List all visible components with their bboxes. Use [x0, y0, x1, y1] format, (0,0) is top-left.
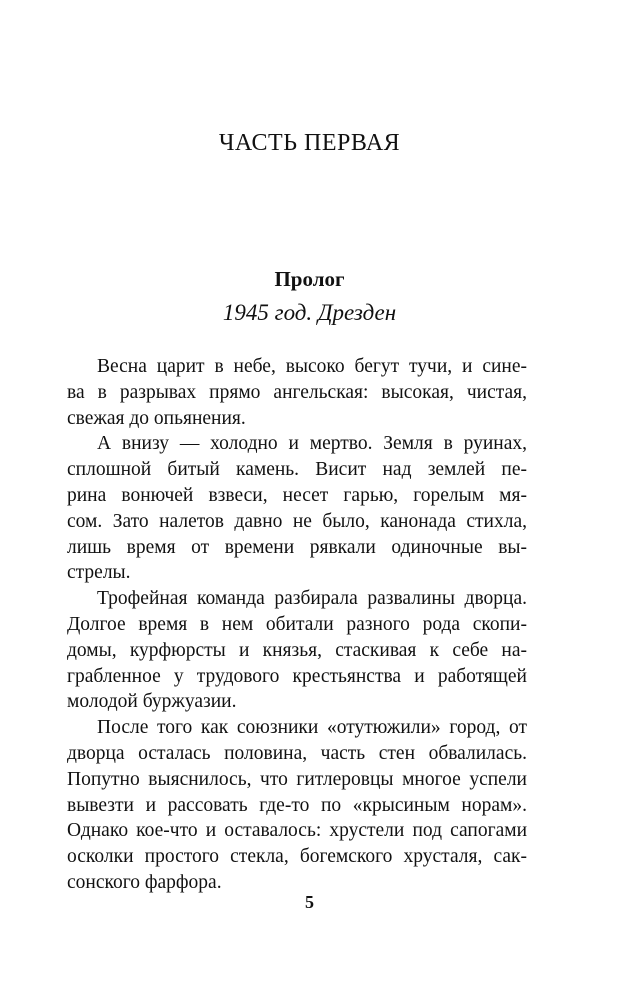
text-line: После того как союзники «отутюжили» город, от	[97, 717, 527, 739]
text-line: сом. Зато налетов давно не было, канонада стихла,	[67, 510, 527, 532]
text-line: молодой буржуазии.	[67, 691, 237, 713]
paragraph	[67, 715, 527, 896]
text-line: сплошной битый камень. Висит над землей пе-	[67, 459, 527, 481]
text-line: Однако кое-что и оставалось: хрустели под сапогами	[67, 820, 527, 842]
text-line: рина вонючей взвеси, несет гарью, горелым мя-	[67, 484, 527, 506]
text-line: сонского фарфора.	[67, 871, 222, 893]
text-line: Долгое время в нем обитали разного рода скопи-	[67, 613, 527, 635]
text-line: ва в разрывах прямо ангельская: высокая, чистая,	[67, 381, 527, 403]
paragraph	[67, 586, 527, 715]
text-line: стрелы.	[67, 562, 131, 584]
chapter-title: Пролог	[274, 267, 345, 291]
text-line: вывезти и рассовать где-то по «крысиным норам».	[67, 794, 527, 816]
text-line: лишь время от времени рявкали одиночные вы-	[67, 536, 527, 558]
text-line: свежая до опьянения.	[67, 407, 246, 429]
paragraph	[67, 431, 527, 586]
paragraph	[67, 354, 527, 431]
text-line: домы, курфюрсты и князья, стаскивая к себе на-	[67, 639, 527, 661]
page-number: 5	[305, 892, 314, 912]
part-title: ЧАСТЬ ПЕРВАЯ	[218, 130, 401, 156]
chapter-subtitle: 1945 год. Дрезден	[222, 300, 397, 325]
text-line: дворца осталась половина, часть стен обвалилась.	[67, 742, 527, 764]
text-line: А внизу — холодно и мертво. Земля в руинах,	[97, 433, 527, 455]
text-line: грабленное у трудового крестьянства и работящей	[67, 665, 527, 687]
body-text	[67, 354, 527, 896]
text-line: Попутно выяснилось, что гитлеровцы многое успели	[67, 768, 527, 790]
text-line: Трофейная команда разбирала развалины дворца.	[97, 588, 527, 610]
text-line: осколки простого стекла, богемского хрусталя, сак-	[67, 846, 527, 868]
text-line: Весна царит в небе, высоко бегут тучи, и сине-	[97, 356, 527, 377]
